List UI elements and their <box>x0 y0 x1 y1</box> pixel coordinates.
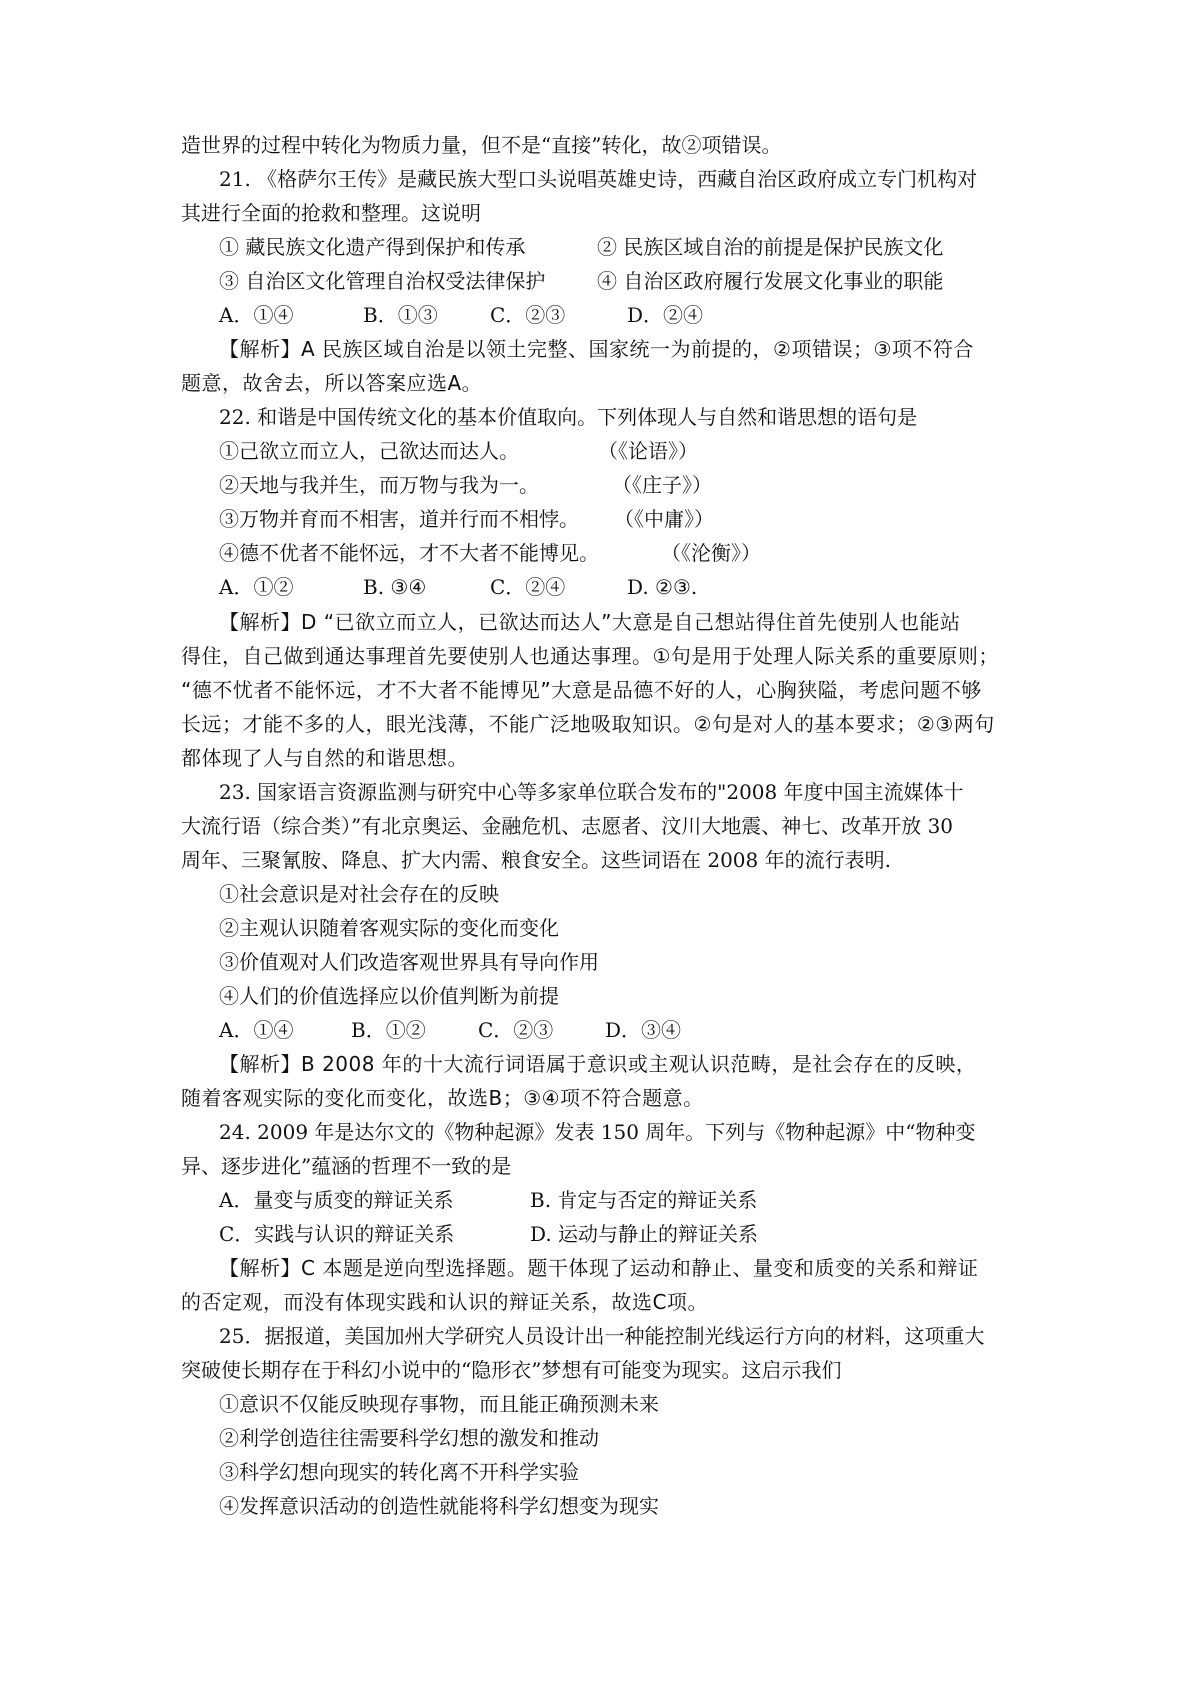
q22-item-2: ②天地与我并生，而万物与我为一。 <box>219 473 539 497</box>
q22-stem: 22. 和谐是中国传统文化的基本价值取向。下列体现人与自然和谐思想的语句是 <box>219 405 918 429</box>
q23-item-4: ④人们的价值选择应以价值判断为前提 <box>219 984 559 1008</box>
q23-analysis-line2: 随着客观实际的变化而变化，故选B；③④项不符合题意。 <box>181 1086 704 1110</box>
continuation-text: 造世界的过程中转化为物质力量，但不是“直接”转化，故②项错误。 <box>181 133 782 157</box>
q23-choice-b: B．①② <box>351 1018 426 1042</box>
q23-analysis-line1: 【解析】B 2008 年的十大流行词语属于意识或主观认识范畴，是社会存在的反映， <box>219 1052 977 1076</box>
q22-item-1-source: （《论语》） <box>598 439 698 463</box>
q25-stem-line1: 25．据报道，美国加州大学研究人员设计出一种能控制光线运行方向的材料，这项重大 <box>219 1324 985 1348</box>
q21-analysis-line1: 【解析】A 民族区域自治是以领土完整、国家统一为前提的，②项错误；③项不符合 <box>219 337 974 361</box>
q22-item-3: ③万物并育而不相害，道并行而不相悖。 <box>219 507 579 531</box>
q25-item-3: ③科学幻想向现实的转化离不开科学实验 <box>219 1460 579 1484</box>
q25-item-2: ②利学创造往往需要科学幻想的激发和推动 <box>219 1426 599 1450</box>
q24-stem-line2: 异、逐步进化”蕴涵的哲理不一致的是 <box>181 1154 512 1178</box>
q22-choice-d: D. ②③. <box>627 575 698 599</box>
q23-item-1: ①社会意识是对社会存在的反映 <box>219 882 499 906</box>
q22-analysis-line2: 得住，自己做到通达事理首先要使别人也通达事理。①句是用于处理人际关系的重要原则； <box>181 644 999 668</box>
q21-choice-c: C．②③ <box>490 303 566 327</box>
q22-choice-a: A．①② <box>219 575 294 599</box>
q24-choice-d: D. 运动与静止的辩证关系 <box>530 1222 759 1246</box>
q23-item-3: ③价值观对人们改造客观世界具有导向作用 <box>219 950 599 974</box>
q24-analysis-line1: 【解析】C 本题是逆向型选择题。题干体现了运动和静止、量变和质变的关系和辩证 <box>219 1256 979 1280</box>
q22-analysis-line5: 都体现了人与自然的和谐思想。 <box>181 746 468 770</box>
q21-analysis-line2: 题意，故舍去，所以答案应选A。 <box>181 371 483 395</box>
q24-stem-line1: 24. 2009 年是达尔文的《物种起源》发表 150 周年。下列与《物种起源》中“物种变 <box>219 1120 976 1144</box>
q22-item-4-source: （《沦衡》） <box>661 541 761 565</box>
q22-item-2-source: （《庄子》） <box>612 473 712 497</box>
q24-choice-b: B. 肯定与否定的辩证关系 <box>530 1188 758 1212</box>
q25-item-1: ①意识不仅能反映现存事物，而且能正确预测未来 <box>219 1392 659 1416</box>
q21-stem-line2: 其进行全面的抢救和整理。这说明 <box>181 201 481 225</box>
q23-item-2: ②主观认识随着客观实际的变化而变化 <box>219 916 559 940</box>
q22-choice-b: B. ③④ <box>363 575 427 599</box>
q21-item-3: ③ 自治区文化管理自治权受法律保护 <box>219 269 546 293</box>
q22-analysis-line3: “德不忧者不能怀远，才不大者不能博见”大意是品德不好的人，心胸狭隘，考虑问题不够 <box>181 678 982 702</box>
q21-choice-d: D．②④ <box>627 303 704 327</box>
q21-item-4: ④ 自治区政府履行发展文化事业的职能 <box>597 269 944 293</box>
q23-stem-line3: 周年、三聚氰胺、降息、扩大内需、粮食安全。这些词语在 2008 年的流行表明. <box>181 848 891 872</box>
q21-item-2: ② 民族区域自治的前提是保护民族文化 <box>597 235 944 259</box>
q22-item-3-source: （《中庸》） <box>614 507 714 531</box>
q22-item-4: ④德不优者不能怀远，才不大者不能博见。 <box>219 541 599 565</box>
q22-choice-c: C．②④ <box>490 575 566 599</box>
q23-stem-line1: 23. 国家语言资源监测与研究中心等多家单位联合发布的"2008 年度中国主流媒体十 <box>219 780 964 804</box>
q21-item-1: ① 藏民族文化遗产得到保护和传承 <box>219 235 526 259</box>
q21-choice-b: B．①③ <box>363 303 438 327</box>
q23-choice-a: A．①④ <box>219 1018 294 1042</box>
q25-stem-line2: 突破使长期存在于科幻小说中的“隐形衣”梦想有可能变为现实。这启示我们 <box>181 1358 842 1382</box>
q21-stem-line1: 21. 《格萨尔王传》是藏民族大型口头说唱英雄史诗，西藏自治区政府成立专门机构对 <box>219 167 978 191</box>
q21-choice-a: A．①④ <box>219 303 294 327</box>
q22-item-1: ①己欲立而立人，己欲达而达人。 <box>219 439 519 463</box>
q23-choice-d: D．③④ <box>605 1018 682 1042</box>
q23-stem-line2: 大流行语（综合类）”有北京奥运、金融危机、志愿者、汶川大地震、神七、改革开放 30 <box>181 814 954 838</box>
q25-item-4: ④发挥意识活动的创造性就能将科学幻想变为现实 <box>219 1494 659 1518</box>
q24-choice-a: A．量变与质变的辩证关系 <box>219 1188 454 1212</box>
q22-analysis-line1: 【解析】D “已欲立而立人，已欲达而达人”大意是自己想站得住首先使别人也能站 <box>219 610 961 634</box>
q23-choice-c: C．②③ <box>478 1018 554 1042</box>
q24-choice-c: C．实践与认识的辩证关系 <box>219 1222 455 1246</box>
q22-analysis-line4: 长远；才能不多的人，眼光浅薄，不能广泛地吸取知识。②句是对人的基本要求；②③两句 <box>181 712 995 736</box>
q24-analysis-line2: 的否定观，而没有体现实践和认识的辩证关系，故选C项。 <box>181 1290 708 1314</box>
